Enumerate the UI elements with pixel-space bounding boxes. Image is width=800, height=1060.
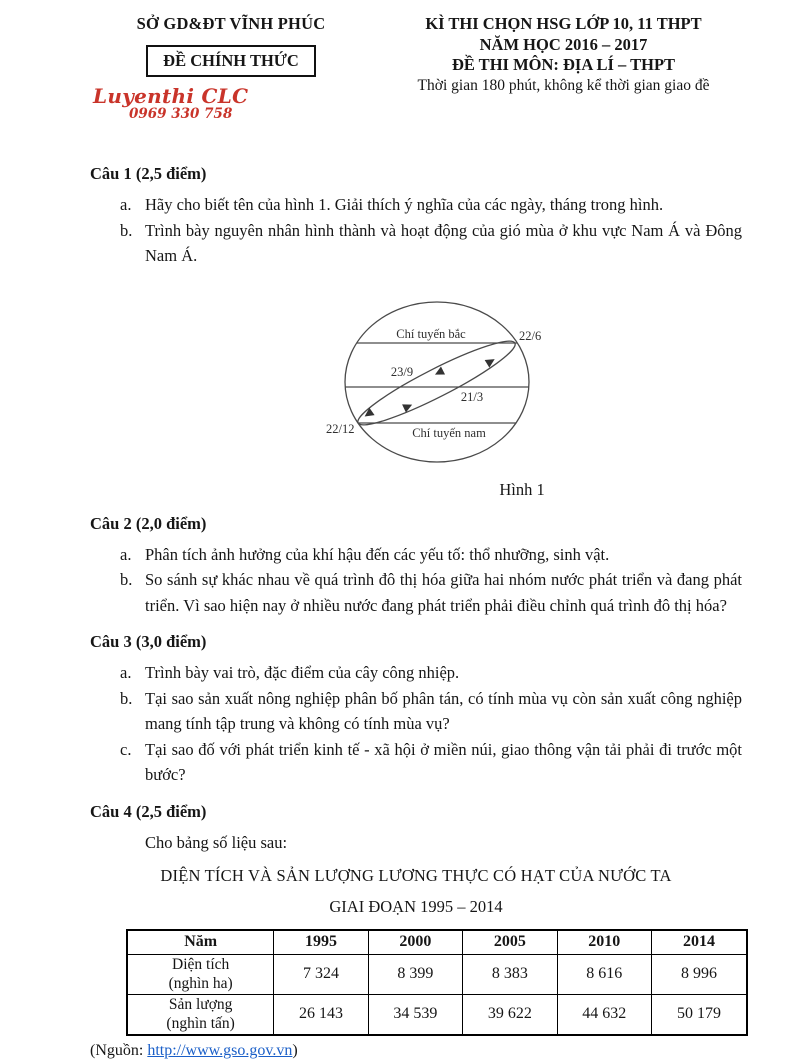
item-text: Tại sao sản xuất nông nghiệp phân bố phân tán, có tính mùa vụ còn sản xuất công nghiệp mang tính tập trung và không có tính mùa vụ? — [145, 688, 742, 734]
question-1-title: Câu 1 (2,5 điểm) — [90, 164, 207, 184]
source-line — [90, 1042, 742, 1060]
date-22-6-label: 22/6 — [519, 328, 542, 343]
exam-duration-line: Thời gian 180 phút, không kể thời gian giao đề — [417, 76, 710, 94]
figure-caption: Hình 1 — [499, 479, 545, 499]
question-1-item-b — [90, 218, 742, 269]
row-unit: (nghìn tấn) — [166, 1015, 235, 1033]
row-label-cell — [127, 994, 274, 1035]
arrow-icon — [485, 355, 497, 367]
question-1-item-a — [90, 192, 742, 218]
item-text: Tại sao đố với phát triển kinh tế - xã hội ở miền núi, giao thông vận tải phải đi trước một bước? — [145, 739, 742, 785]
question-1 — [90, 163, 742, 269]
tropic-south-label: Chí tuyến nam — [412, 425, 486, 440]
document-header — [0, 0, 800, 121]
table-header-cell: 2010 — [557, 930, 651, 955]
header-right-column — [377, 14, 750, 121]
question-3-item-c — [90, 737, 742, 788]
item-marker: a. — [120, 195, 132, 215]
item-marker: a. — [120, 663, 132, 683]
table-cell: 44 632 — [557, 994, 651, 1035]
row-label: Sản lượng — [168, 996, 233, 1014]
question-4-title: Câu 4 (2,5 điểm) — [90, 801, 207, 821]
department-name: SỞ GD&ĐT VĨNH PHÚC — [136, 14, 326, 33]
statistics-table — [126, 929, 748, 1036]
exam-title-line3: ĐỀ THI MÔN: ĐỊA LÍ – THPT — [451, 55, 676, 74]
item-text: Phân tích ảnh hưởng của khí hậu đến các yếu tố: thổ nhưỡng, sinh vật. — [145, 544, 610, 564]
source-suffix: ) — [292, 1041, 298, 1059]
table-intro-text: Cho bảng số liệu sau: — [145, 832, 288, 852]
item-marker: c. — [120, 739, 132, 759]
table-row — [127, 994, 747, 1035]
data-table-subtitle: GIAI ĐOẠN 1995 – 2014 — [329, 896, 503, 916]
figure-sun-apparent-motion — [313, 301, 635, 500]
item-text: So sánh sự khác nhau về quá trình đô thị hóa giữa hai nhóm nước phát triển và đang phát triển. Vì sao hiện nay ở nhiều nước đang phát triển phải điều chỉnh quá trình đô thị hóa? — [145, 570, 742, 615]
source-link[interactable]: http://www.gso.gov.vn — [147, 1041, 293, 1059]
exam-title-line2: NĂM HỌC 2016 – 2017 — [479, 34, 648, 54]
logo — [85, 86, 377, 121]
document-body — [0, 163, 800, 1060]
question-2 — [90, 513, 742, 619]
table-cell: 39 622 — [463, 994, 557, 1035]
question-3-item-a — [90, 660, 742, 686]
table-row — [127, 954, 747, 994]
item-marker: b. — [120, 570, 133, 590]
item-marker: b. — [120, 688, 133, 708]
official-exam-label: ĐỀ CHÍNH THỨC — [163, 51, 299, 70]
question-3 — [90, 631, 742, 788]
question-2-item-a — [90, 542, 742, 568]
question-3-item-b — [90, 686, 742, 737]
table-header-cell: 2014 — [651, 930, 747, 955]
logo-text: Luyenthi CLC — [93, 84, 249, 108]
official-exam-box — [146, 45, 316, 77]
item-marker: b. — [120, 220, 133, 240]
item-text: Trình bày vai trò, đặc điểm của cây công nhiệp. — [145, 663, 460, 683]
data-table-title: DIỆN TÍCH VÀ SẢN LƯỢNG LƯƠNG THỰC CÓ HẠT CỦA NƯỚC TA — [160, 865, 672, 885]
table-cell: 50 179 — [651, 994, 747, 1035]
earth-diagram — [313, 301, 635, 473]
question-2-title: Câu 2 (2,0 điểm) — [90, 513, 207, 533]
item-marker: a. — [120, 544, 132, 564]
table-cell: 8 616 — [557, 954, 651, 994]
date-22-12-label: 22/12 — [326, 421, 355, 436]
sun-path-ellipse — [352, 330, 522, 435]
item-text: Hãy cho biết tên của hình 1. Giải thích ý nghĩa của các ngày, tháng trong hình. — [145, 195, 664, 215]
table-header-row — [127, 930, 747, 955]
arrow-icon — [402, 400, 414, 412]
question-2-item-b — [90, 567, 742, 618]
table-header-cell: 2000 — [368, 930, 462, 955]
question-4 — [90, 801, 742, 1060]
table-cell: 8 399 — [368, 954, 462, 994]
table-header-cell: 1995 — [274, 930, 368, 955]
table-header-cell: Năm — [127, 930, 274, 955]
tropic-north-label: Chí tuyến bắc — [396, 326, 466, 341]
date-23-9-label: 23/9 — [390, 364, 414, 379]
source-prefix: (Nguồn: — [90, 1041, 148, 1059]
table-header-cell: 2005 — [463, 930, 557, 955]
date-21-3-label: 21/3 — [460, 389, 484, 404]
exam-title-line1: KÌ THI CHỌN HSG LỚP 10, 11 THPT — [425, 14, 702, 33]
table-cell: 8 383 — [463, 954, 557, 994]
table-cell: 8 996 — [651, 954, 747, 994]
row-label-cell — [127, 954, 274, 994]
row-unit: (nghìn ha) — [168, 975, 233, 993]
table-cell: 7 324 — [274, 954, 368, 994]
table-cell: 26 143 — [274, 994, 368, 1035]
question-3-title: Câu 3 (3,0 điểm) — [90, 632, 207, 652]
table-cell: 34 539 — [368, 994, 462, 1035]
header-left-column — [85, 14, 377, 121]
logo-phone-number: 0969 330 758 — [129, 106, 233, 122]
item-text: Trình bày nguyên nhân hình thành và hoạt động của gió mùa ở khu vực Nam Á và Đông Nam Á. — [145, 220, 742, 266]
row-label: Diện tích — [172, 956, 230, 974]
